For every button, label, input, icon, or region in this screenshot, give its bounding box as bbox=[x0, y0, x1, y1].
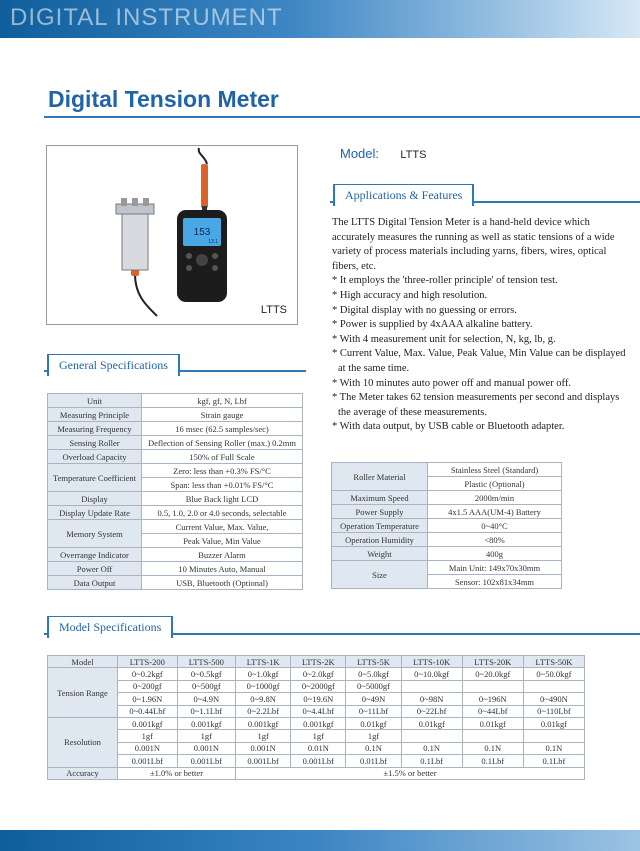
table-cell: 0~2000gf bbox=[291, 680, 346, 692]
table-cell: 0~0.2kgf bbox=[118, 668, 178, 680]
table-cell: 0.1N bbox=[401, 742, 462, 754]
spec-label: Operation Humidity bbox=[332, 533, 428, 547]
applications-intro: The LTTS Digital Tension Meter is a hand-held device which accurately measures the running as well as static tensions of a wide variety of process materials including yarns, fibers, wires, optical fibers, etc. bbox=[332, 217, 615, 272]
table-cell: 0~500gf bbox=[177, 680, 235, 692]
table-cell: Accuracy bbox=[48, 767, 118, 779]
spec-value: 150% of Full Scale bbox=[142, 450, 303, 464]
table-cell: 0.1Lbf bbox=[462, 755, 523, 767]
spec-label: Display Update Rate bbox=[48, 506, 142, 520]
general-specs-heading: General Specifications bbox=[47, 354, 180, 376]
table-row bbox=[48, 730, 585, 742]
table-row bbox=[48, 767, 585, 779]
table-cell bbox=[401, 680, 462, 692]
feature-item: * With 10 minutes auto power off and manual power off. bbox=[332, 377, 571, 389]
table-cell: 0~5.0kgf bbox=[346, 668, 401, 680]
top-banner bbox=[0, 0, 640, 38]
table-row bbox=[48, 436, 303, 450]
table-row bbox=[48, 705, 585, 717]
table-cell: 1gf bbox=[236, 730, 291, 742]
applications-heading: Applications & Features bbox=[333, 184, 474, 206]
spec-value: USB, Bluetooth (Optional) bbox=[142, 576, 303, 590]
spec-value: Stainless Steel (Standard) bbox=[428, 463, 562, 477]
feature-item: * High accuracy and high resolution. bbox=[332, 289, 488, 301]
table-cell: 0~50.0kgf bbox=[523, 668, 584, 680]
table-cell bbox=[523, 730, 584, 742]
table-cell: LTTS-200 bbox=[118, 656, 178, 668]
spec-value: 0.5, 1.0, 2.0 or 4.0 seconds, selectable bbox=[142, 506, 303, 520]
table-cell: 0.1Lbf bbox=[401, 755, 462, 767]
table-row bbox=[48, 492, 303, 506]
model-label: Model: bbox=[340, 146, 380, 161]
spec-value: 0~40°C bbox=[428, 519, 562, 533]
spec-value: Blue Back light LCD bbox=[142, 492, 303, 506]
spec-value: 10 Minutes Auto, Manual bbox=[142, 562, 303, 576]
table-cell: 0~1.0kgf bbox=[236, 668, 291, 680]
table-cell: 0~11Lbf bbox=[346, 705, 401, 717]
table-row bbox=[48, 394, 303, 408]
table-cell: 0~44Lbf bbox=[462, 705, 523, 717]
table-cell: 0~98N bbox=[401, 693, 462, 705]
applications-text bbox=[332, 216, 632, 435]
table-row bbox=[332, 561, 562, 575]
table-cell: 0.001kgf bbox=[118, 717, 178, 729]
table-cell: 0~20.0kgf bbox=[462, 668, 523, 680]
spec-label: Temperature Coefficient bbox=[48, 464, 142, 492]
table-cell: 0~1.96N bbox=[118, 693, 178, 705]
table-cell: ±1.0% or better bbox=[118, 767, 236, 779]
tension-meter-illustration bbox=[47, 146, 297, 324]
table-cell: 0~9.8N bbox=[236, 693, 291, 705]
general-specs-table bbox=[47, 393, 303, 590]
table-cell: 0~0.44Lbf bbox=[118, 705, 178, 717]
spec-label: Roller Material bbox=[332, 463, 428, 491]
bottom-banner bbox=[0, 830, 640, 851]
table-row bbox=[48, 464, 303, 478]
model-specs-table bbox=[47, 655, 585, 780]
table-cell: Resolution bbox=[48, 717, 118, 767]
spec-value: Strain gauge bbox=[142, 408, 303, 422]
table-cell: 0~5000gf bbox=[346, 680, 401, 692]
spec-label: Power Off bbox=[48, 562, 142, 576]
table-cell: LTTS-2K bbox=[291, 656, 346, 668]
spec-label: Power Supply bbox=[332, 505, 428, 519]
table-cell: 0.1N bbox=[462, 742, 523, 754]
spec-label: Unit bbox=[48, 394, 142, 408]
table-row bbox=[48, 717, 585, 729]
table-cell: 0.001Lbf bbox=[177, 755, 235, 767]
table-cell: LTTS-50K bbox=[523, 656, 584, 668]
table-cell: 0~4.4Lbf bbox=[291, 705, 346, 717]
table-cell: 0.001Lbf bbox=[236, 755, 291, 767]
table-cell: LTTS-10K bbox=[401, 656, 462, 668]
table-row bbox=[332, 491, 562, 505]
spec-label: Size bbox=[332, 561, 428, 589]
feature-item: * Digital display with no guessing or errors. bbox=[332, 304, 517, 316]
spec-label: Measuring Principle bbox=[48, 408, 142, 422]
spec-label: Sensing Roller bbox=[48, 436, 142, 450]
table-cell: LTTS-1K bbox=[236, 656, 291, 668]
spec-label: Operation Temperature bbox=[332, 519, 428, 533]
table-cell: 0.001kgf bbox=[236, 717, 291, 729]
table-cell: 0.01kgf bbox=[401, 717, 462, 729]
spec-value: Plastic (Optional) bbox=[428, 477, 562, 491]
title-divider bbox=[44, 116, 640, 118]
spec-label: Memory System bbox=[48, 520, 142, 548]
table-cell: 0~1.1Lbf bbox=[177, 705, 235, 717]
feature-item: * With data output, by USB cable or Bluetooth adapter. bbox=[332, 421, 565, 433]
table-cell: 0.1N bbox=[523, 742, 584, 754]
table-row bbox=[332, 463, 562, 477]
table-cell: 0.1Lbf bbox=[523, 755, 584, 767]
table-cell: 0~2.2Lbf bbox=[236, 705, 291, 717]
table-row bbox=[48, 450, 303, 464]
spec-value: kgf, gf, N, Lbf bbox=[142, 394, 303, 408]
table-row bbox=[48, 576, 303, 590]
table-cell: 1gf bbox=[118, 730, 178, 742]
table-cell: 1gf bbox=[177, 730, 235, 742]
table-cell bbox=[462, 680, 523, 692]
spec-value: <80% bbox=[428, 533, 562, 547]
table-cell: 0.001Lbf bbox=[291, 755, 346, 767]
table-cell: 0~196N bbox=[462, 693, 523, 705]
spec-label: Overload Capacity bbox=[48, 450, 142, 464]
spec-label: Maximum Speed bbox=[332, 491, 428, 505]
table-cell: 0~0.5kgf bbox=[177, 668, 235, 680]
table-row bbox=[332, 505, 562, 519]
spec-value: Main Unit: 149x70x30mm bbox=[428, 561, 562, 575]
table-cell: 0~1000gf bbox=[236, 680, 291, 692]
table-cell: 0~10.0kgf bbox=[401, 668, 462, 680]
model-specs-heading: Model Specifications bbox=[47, 616, 173, 638]
spec-label: Display bbox=[48, 492, 142, 506]
table-cell: 0.01kgf bbox=[523, 717, 584, 729]
spec-value: Zero: less than +0.3% FS/°C bbox=[142, 464, 303, 478]
table-row bbox=[48, 422, 303, 436]
table-cell: 0~22Lbf bbox=[401, 705, 462, 717]
banner-text: DIGITAL INSTRUMENT bbox=[10, 4, 283, 31]
table-cell: 0.001N bbox=[177, 742, 235, 754]
table-row bbox=[332, 533, 562, 547]
table-cell: 0~110Lbf bbox=[523, 705, 584, 717]
table-row bbox=[48, 506, 303, 520]
table-row bbox=[48, 656, 585, 668]
spec-value: 400g bbox=[428, 547, 562, 561]
spec-value: Span: less than +0.01% FS/°C bbox=[142, 478, 303, 492]
table-cell: 0.001kgf bbox=[291, 717, 346, 729]
table-row bbox=[48, 680, 585, 692]
table-cell: 0~2.0kgf bbox=[291, 668, 346, 680]
table-cell: ±1.5% or better bbox=[236, 767, 585, 779]
table-cell: 0.001kgf bbox=[177, 717, 235, 729]
feature-item: * With 4 measurement unit for selection, N, kg, lb, g. bbox=[332, 333, 556, 345]
model-value: LTTS bbox=[400, 149, 427, 161]
table-cell: 0~19.6N bbox=[291, 693, 346, 705]
device-side-value: 13.1 bbox=[208, 239, 218, 245]
spec-value: Peak Value, Min Value bbox=[142, 534, 303, 548]
table-cell: LTTS-20K bbox=[462, 656, 523, 668]
table-cell: Tension Range bbox=[48, 668, 118, 718]
table-row bbox=[48, 408, 303, 422]
spec-value: Sensor: 102x81x34mm bbox=[428, 575, 562, 589]
table-cell: 0~4.9N bbox=[177, 693, 235, 705]
spec-label: Overrange Indicator bbox=[48, 548, 142, 562]
table-row bbox=[332, 547, 562, 561]
table-cell: 0.001Lbf bbox=[118, 755, 178, 767]
page-title: Digital Tension Meter bbox=[48, 86, 279, 112]
table-cell: 0.1N bbox=[346, 742, 401, 754]
spec-value: 16 msec (62.5 samples/sec) bbox=[142, 422, 303, 436]
table-row bbox=[48, 755, 585, 767]
model-line bbox=[340, 146, 426, 161]
table-row bbox=[48, 548, 303, 562]
table-cell: 0.01kgf bbox=[346, 717, 401, 729]
spec-value: Current Value, Max. Value, bbox=[142, 520, 303, 534]
product-photo bbox=[46, 145, 298, 325]
feature-item: * The Meter takes 62 tension measurements per second and displays the average of these measurements. bbox=[332, 392, 620, 418]
spec-value: Deflection of Sensing Roller (max.) 0.2mm bbox=[142, 436, 303, 450]
table-cell: 0.001N bbox=[236, 742, 291, 754]
table-row bbox=[48, 693, 585, 705]
table-cell: 0.001N bbox=[118, 742, 178, 754]
table-cell bbox=[523, 680, 584, 692]
table-cell: 1gf bbox=[291, 730, 346, 742]
table-row bbox=[48, 668, 585, 680]
device-display-value: 153 bbox=[193, 227, 211, 238]
spec-value: Buzzer Alarm bbox=[142, 548, 303, 562]
table-cell: 0.01N bbox=[291, 742, 346, 754]
table-row bbox=[48, 520, 303, 534]
table-cell: LTTS-500 bbox=[177, 656, 235, 668]
spec-label: Weight bbox=[332, 547, 428, 561]
table-cell bbox=[462, 730, 523, 742]
feature-item: * Current Value, Max. Value, Peak Value, Min Value can be displayed at the same time. bbox=[332, 348, 626, 374]
roller-specs-table bbox=[331, 462, 562, 589]
table-cell: 0.01Lbf bbox=[346, 755, 401, 767]
spec-value: 4x1.5 AAA(UM-4) Battery bbox=[428, 505, 562, 519]
table-cell: Model bbox=[48, 656, 118, 668]
feature-item: * It employs the 'three-roller principle' of tension test. bbox=[332, 275, 558, 287]
table-row bbox=[332, 519, 562, 533]
table-cell: 0~490N bbox=[523, 693, 584, 705]
table-cell: 1gf bbox=[346, 730, 401, 742]
table-row bbox=[48, 742, 585, 754]
feature-item: * Power is supplied by 4xAAA alkaline battery. bbox=[332, 319, 533, 331]
table-cell: 0~49N bbox=[346, 693, 401, 705]
table-row bbox=[48, 562, 303, 576]
photo-caption: LTTS bbox=[260, 304, 287, 316]
spec-value: 2000m/min bbox=[428, 491, 562, 505]
table-cell: 0.01kgf bbox=[462, 717, 523, 729]
table-cell: LTTS-5K bbox=[346, 656, 401, 668]
table-cell: 0~200gf bbox=[118, 680, 178, 692]
spec-label: Measuring Frequency bbox=[48, 422, 142, 436]
table-cell bbox=[401, 730, 462, 742]
spec-label: Data Output bbox=[48, 576, 142, 590]
